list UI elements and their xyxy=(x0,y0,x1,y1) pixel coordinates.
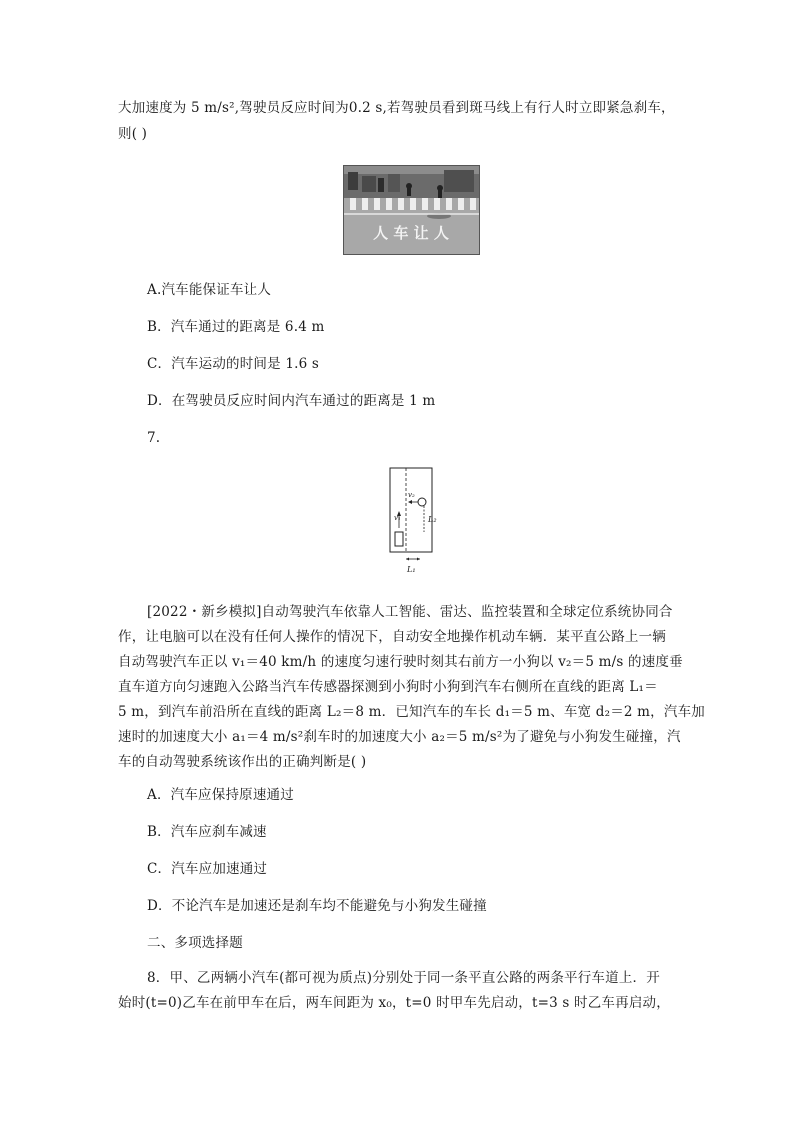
q7-stem-line-5: 5 m，到汽车前沿所在直线的距离 L₂＝8 m．已知汽车的车长 d₁＝5 m、车宽 d₂＝2 m，汽车加 xyxy=(118,704,705,720)
L2-label: L₂ xyxy=(428,515,437,524)
q6-option-b: B．汽车通过的距离是 6.4 m xyxy=(147,319,325,335)
q7-option-c: C．汽车应加速通过 xyxy=(147,861,268,877)
q7-option-b: B．汽车应刹车减速 xyxy=(147,824,267,840)
q6-stem-line-1: 大加速度为 5 m/s²,驾驶员反应时间为0.2 s,若驾驶员看到斑马线上有行人时立即紧急刹车， xyxy=(118,100,675,116)
dog-circle xyxy=(418,498,426,506)
q6-option-c: C．汽车运动的时间是 1.6 s xyxy=(147,356,320,372)
L1-label: L₁ xyxy=(407,565,416,574)
q6-option-a: A.汽车能保证车让人 xyxy=(147,282,272,298)
car-rect xyxy=(395,532,403,546)
road-outline xyxy=(390,468,432,552)
q7-number: 7. xyxy=(147,430,161,446)
q7-stem-line-3: 自动驾驶汽车正以 v₁＝40 km/h 的速度匀速行驶时刻其右前方一小狗以 v₂＝5 m/s 的速度垂 xyxy=(118,654,683,670)
q8-stem-line-1: 8．甲、乙两辆小汽车(都可视为质点)分别处于同一条平直公路的两条平行车道上．开 xyxy=(147,970,660,986)
crosswalk-photo-graphic xyxy=(344,166,479,254)
q7-stem-line-7: 车的自动驾驶系统该作出的正确判断是( ) xyxy=(118,754,367,770)
crosswalk-photo xyxy=(343,165,480,255)
q6-option-d: D．在驾驶员反应时间内汽车通过的距离是 1 m xyxy=(147,393,436,409)
q7-option-a: A．汽车应保持原速通过 xyxy=(147,787,294,803)
q8-stem-line-2: 始时(t=0)乙车在前甲车在后，两车间距为 x₀，t=0 时甲车先启动，t=3 s 时乙车再启动， xyxy=(118,995,670,1011)
q7-stem-line-4: 直车道方向匀速跑入公路当汽车传感器探测到小狗时小狗到汽车右侧所在直线的距离 L₁＝ xyxy=(118,679,658,695)
q7-option-d: D．不论汽车是加速还是刹车均不能避免与小狗发生碰撞 xyxy=(147,898,487,914)
section-heading: 二、多项选择题 xyxy=(147,935,243,951)
v2-label: v₂ xyxy=(408,491,415,499)
q7-stem-line-1: [2022・新乡模拟]自动驾驶汽车依靠人工智能、雷达、监控装置和全球定位系统协同合 xyxy=(147,604,673,620)
q7-stem-line-6: 速时的加速度大小 a₁＝4 m/s²刹车时的加速度大小 a₂＝5 m/s²为了避免与小狗发生碰撞，汽 xyxy=(118,729,681,745)
q7-stem-line-2: 作，让电脑可以在没有任何人操作的情况下，自动安全地操作机动车辆．某平直公路上一辆 xyxy=(118,629,666,645)
photo-road-text: 人 车 让 人 xyxy=(373,224,449,242)
v1-label: v₁ xyxy=(394,514,401,522)
q6-stem-line-2: 则( ) xyxy=(118,126,148,142)
q7-road-diagram xyxy=(378,464,448,579)
